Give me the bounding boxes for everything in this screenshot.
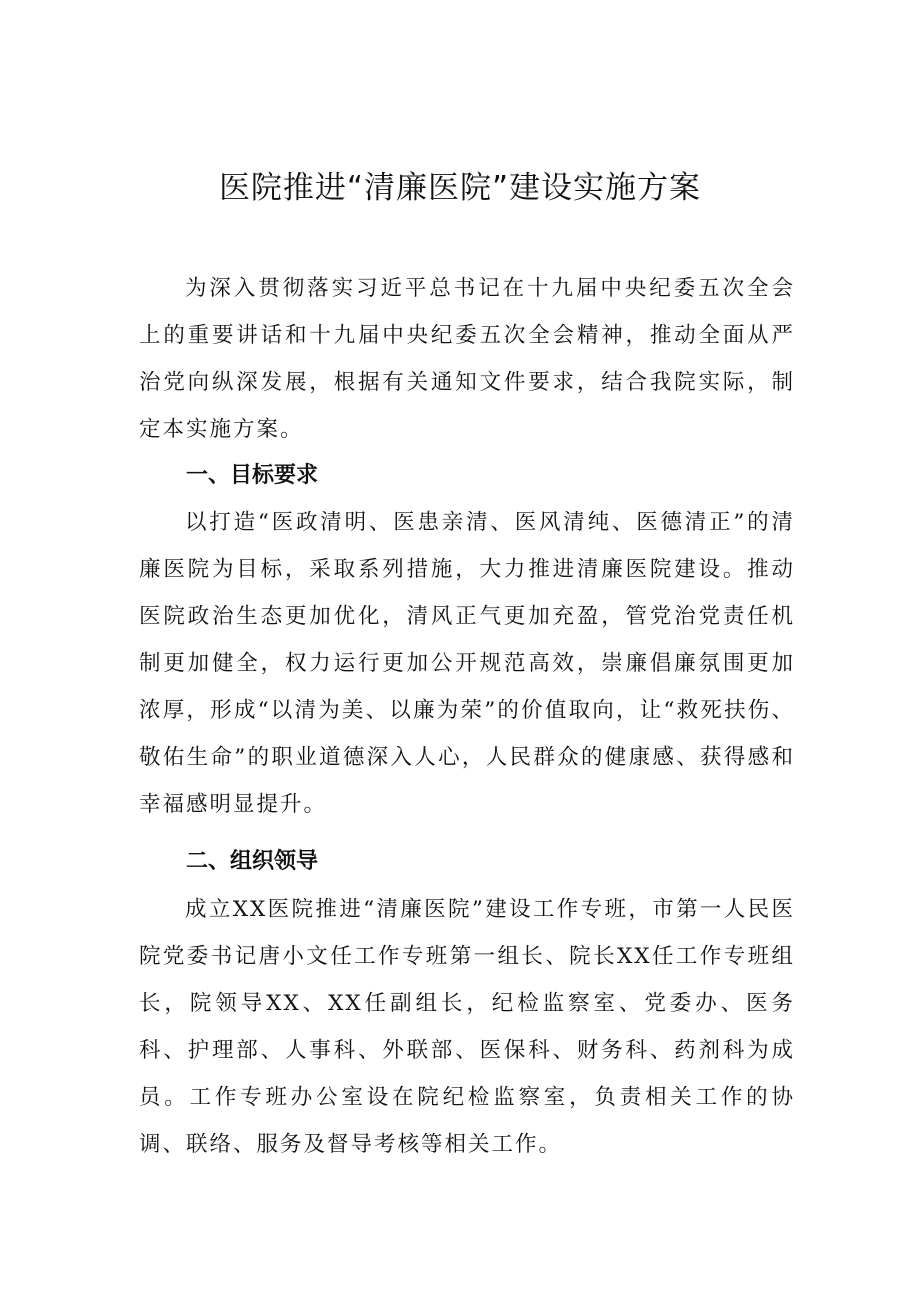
section-body-goals: 以打造“医政清明、医患亲清、医风清纯、医德清正”的清廉医院为目标，采取系列措施，大力推进清廉医院建设。推动医院政治生态更加优化，清风正气更加充盈，管党治党责任机制更加健全，权力运行更加公开规范高效，崇廉倡廉氛围更加浓厚，形成“以清为美、以廉为荣”的价值取向，让“救死扶伤、敬佑生命”的职业道德深入人心，人民群众的健康感、获得感和幸福感明显提升。 (139, 510, 795, 817)
section-heading-goals: 一、目标要求 (186, 463, 319, 488)
section-heading-organization: 二、组织领导 (186, 849, 319, 874)
section-body-organization: 成立XX医院推进“清廉医院”建设工作专班，市第一人民医院党委书记唐小文任工作专班第一组长、院长XX任工作专班组长，院领导XX、XX任副组长，纪检监察室、党委办、医务科、护理部、人事科、外联部、医保科、财务科、药剂科为成员。工作专班办公室设在院纪检监察室，负责相关工作的协调、联络、服务及督导考核等相关工作。 (139, 897, 795, 1157)
intro-paragraph: 为深入贯彻落实习近平总书记在十九届中央纪委五次全会上的重要讲话和十九届中央纪委五次全会精神，推动全面从严治党向纵深发展，根据有关通知文件要求，结合我院实际，制定本实施方案。 (139, 276, 795, 442)
document-title: 医院推进“清廉医院”建设实施方案 (218, 170, 702, 206)
